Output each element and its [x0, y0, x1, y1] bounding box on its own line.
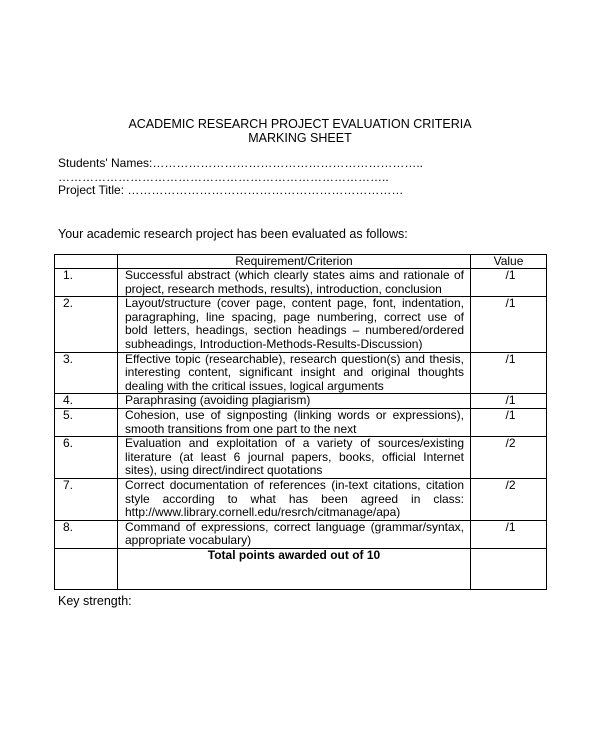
row-number: 3.	[55, 352, 118, 394]
table-row	[55, 520, 547, 548]
students-names-continuation[interactable]: ………………………………………………………………………..	[58, 169, 389, 184]
key-strength-label: Key strength:	[58, 594, 132, 608]
project-title-dots: ……………………………………………………………	[127, 183, 404, 197]
table-row	[55, 408, 547, 436]
row-criterion: Effective topic (researchable), research question(s) and thesis, interesting content, significant insight and original thoughts dealing with the critical issues, logical arguments	[118, 352, 471, 394]
students-names-label: Students' Names:	[58, 156, 153, 170]
total-value[interactable]	[471, 548, 547, 589]
row-value[interactable]: /1	[471, 408, 547, 436]
header-criterion: Requirement/Criterion	[118, 255, 471, 269]
row-number: 8.	[55, 520, 118, 548]
project-title-label: Project Title:	[58, 183, 125, 197]
student-info-fields	[58, 157, 423, 198]
table-row	[55, 269, 547, 297]
total-row	[55, 548, 547, 589]
row-number: 5.	[55, 408, 118, 436]
evaluation-table	[54, 254, 547, 590]
row-criterion: Paraphrasing (avoiding plagiarism)	[118, 394, 471, 409]
table-header-row	[55, 255, 547, 269]
table-row	[55, 478, 547, 520]
header-value: Value	[471, 255, 547, 269]
row-criterion: Layout/structure (cover page, content page, font, indentation, paragraphing, line spacing, page numbering, correct use of bold letters, headings, section headings – numbered/ordered subheadings, Introduction-Methods-Results-Discussion)	[118, 297, 471, 352]
row-number: 4.	[55, 394, 118, 409]
table-row	[55, 394, 547, 409]
table-row	[55, 437, 547, 479]
project-title-field[interactable]	[58, 184, 423, 198]
row-number: 6.	[55, 437, 118, 479]
students-names-dots: …………………………………………………………..	[152, 156, 424, 170]
row-value[interactable]: /1	[471, 297, 547, 352]
row-number: 1.	[55, 269, 118, 297]
table-row	[55, 352, 547, 394]
row-value[interactable]: /2	[471, 437, 547, 479]
document-subtitle: MARKING SHEET	[248, 131, 352, 145]
row-value[interactable]: /1	[471, 394, 547, 409]
row-value[interactable]: /1	[471, 352, 547, 394]
table-row	[55, 297, 547, 352]
students-names-field[interactable]	[58, 157, 423, 171]
row-criterion: Command of expressions, correct language (grammar/syntax, appropriate vocabulary)	[118, 520, 471, 548]
row-value[interactable]: /1	[471, 269, 547, 297]
row-number: 2.	[55, 297, 118, 352]
total-label: Total points awarded out of 10	[118, 548, 471, 589]
row-value[interactable]: /1	[471, 520, 547, 548]
row-criterion: Successful abstract (which clearly states aims and rationale of project, research methods, results), introduction, conclusion	[118, 269, 471, 297]
intro-text: Your academic research project has been evaluated as follows:	[58, 227, 408, 241]
row-value[interactable]: /2	[471, 478, 547, 520]
document-title: ACADEMIC RESEARCH PROJECT EVALUATION CRITERIA	[128, 117, 472, 131]
header-number	[55, 255, 118, 269]
row-number: 7.	[55, 478, 118, 520]
row-criterion: Cohesion, use of signposting (linking words or expressions), smooth transitions from one part to the next	[118, 408, 471, 436]
total-empty-cell	[55, 548, 118, 589]
row-criterion: Correct documentation of references (in-text citations, citation style according to what has been agreed in class: http://www.library.cornell.edu/resrch/citmanage/apa)	[118, 478, 471, 520]
row-criterion: Evaluation and exploitation of a variety of sources/existing literature (at least 6 journal papers, books, official Internet sites), using direct/indirect quotations	[118, 437, 471, 479]
